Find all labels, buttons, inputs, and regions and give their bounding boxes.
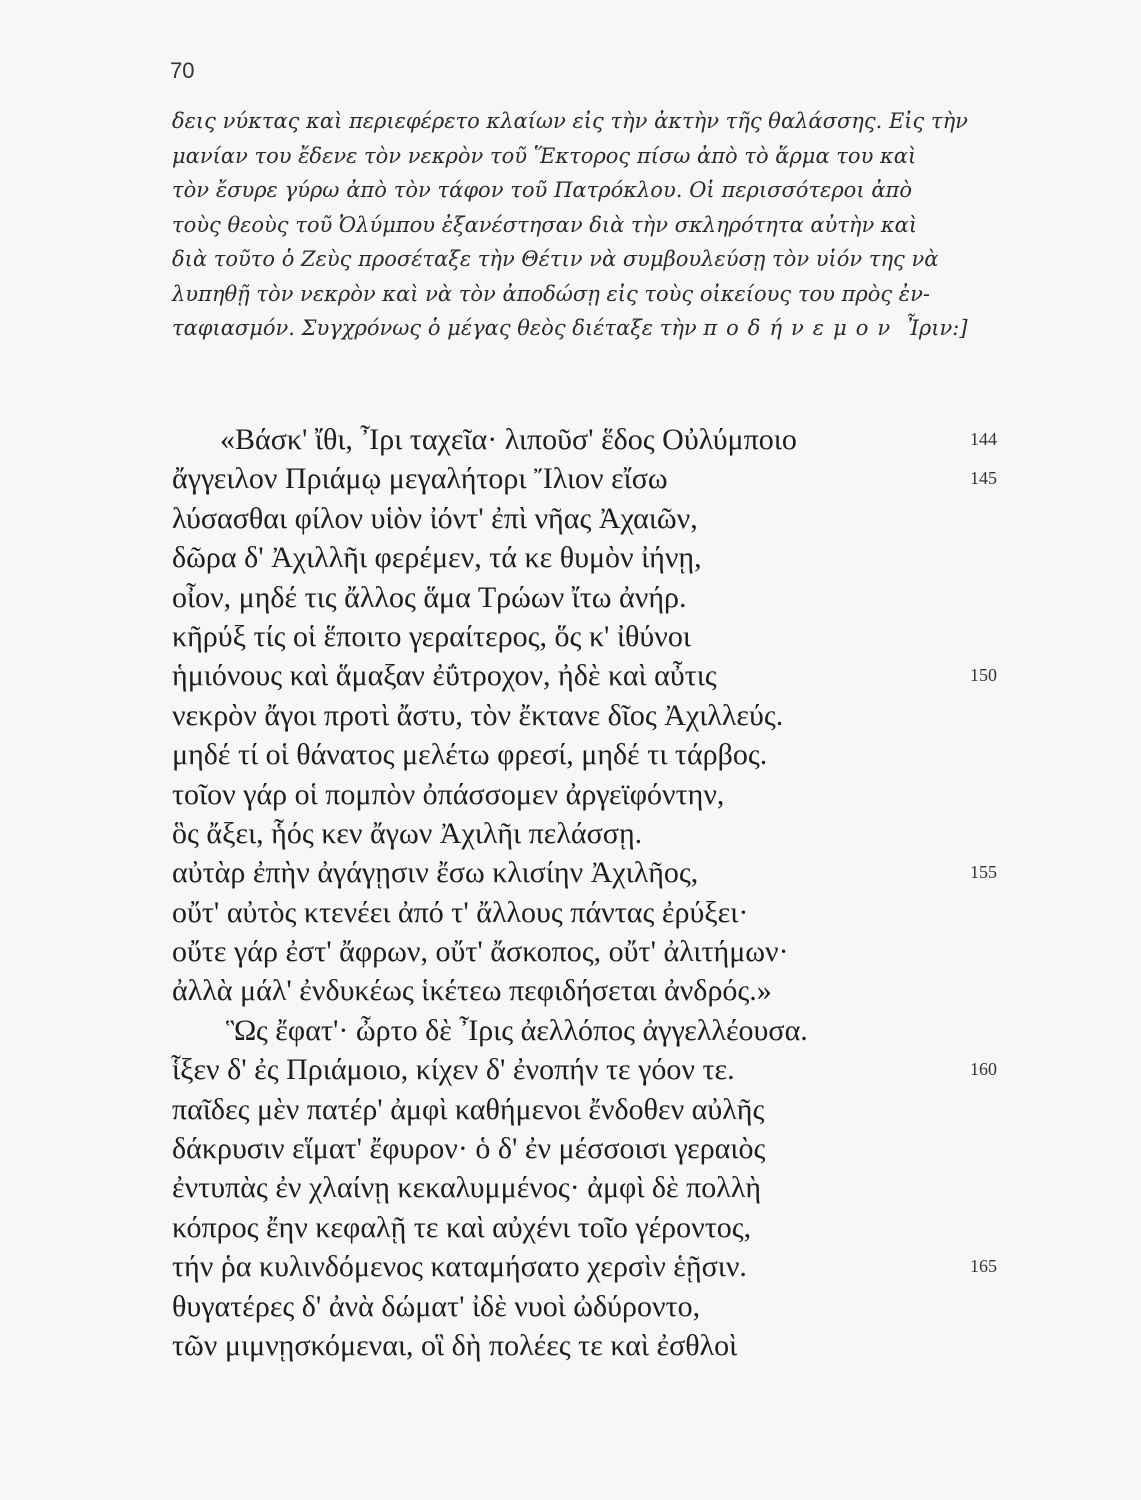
verse-line <box>172 775 1012 814</box>
verse-line <box>172 1168 1012 1207</box>
verse-line <box>172 1326 1012 1365</box>
verse-text: οὔτ' αὐτὸς κτενέει ἀπό τ' ἄλλους πάντας ἐρύξει· <box>172 895 749 929</box>
verse-text: παῖδες μὲν πατέρ' ἀμφὶ καθήμενοι ἔνδοθεν αὐλῆς <box>172 1092 765 1126</box>
verse-line <box>172 1090 1012 1129</box>
verse-line <box>172 893 1012 932</box>
verse-text: αὐτὰρ ἐπὴν ἀγάγῃσιν ἔσω κλισίην Ἀχιλῆος, <box>172 856 699 890</box>
verse-text: δάκρυσιν εἵματ' ἔφυρον· ὁ δ' ἐν μέσσοισι γεραιὸς <box>172 1132 766 1166</box>
verse-text: ἄγγειλον Πριάμῳ μεγαλήτορι Ἴλιον εἴσω <box>172 462 668 496</box>
verse-text: δῶρα δ' Ἀχιλλῆι φερέμεν, τά κε θυμὸν ἰήνῃ, <box>172 541 702 575</box>
verse-text: τήν ῥα κυλινδόμενος καταμήσατο χερσὶν ἑῇσιν. <box>172 1250 747 1284</box>
verse-text: μηδέ τί οἱ θάνατος μελέτω φρεσί, μηδέ τι τάρβος. <box>172 738 768 772</box>
verse-line <box>172 459 1012 498</box>
page-number: 70 <box>170 58 195 83</box>
commentary-line: λυπηθῇ τὸν νεκρὸν καὶ νὰ τὸν ἀποδώσῃ εἰς τοὺς οἰκείους του πρὸς ἐν- <box>172 281 930 306</box>
verse-text: «Βάσκ' ἴθι, Ἶρι ταχεῖα· λιποῦσ' ἕδος Οὐλύμποιο <box>220 423 797 456</box>
verse-line <box>172 538 1012 577</box>
verse-text: οἶον, μηδέ τις ἄλλος ἅμα Τρώων ἴτω ἀνήρ. <box>172 580 687 614</box>
verse-text: τῶν μιμνῃσκόμεναι, οἳ δὴ πολέες τε καὶ ἐσθλοὶ <box>172 1328 738 1362</box>
verse-block <box>172 420 1012 1365</box>
verse-line <box>172 735 1012 774</box>
verse-line <box>172 420 1012 459</box>
line-number: 145 <box>970 468 997 489</box>
commentary-line: τὸν ἔσυρε γύρω ἀπὸ τὸν τάφον τοῦ Πατρόκλου. Οἱ περισσότεροι ἀπὸ <box>172 178 912 202</box>
verse-line <box>172 1050 1012 1089</box>
commentary-text: ταφιασμόν. Συγχρόνως ὁ μέγας θεὸς διέταξε τὴν <box>172 316 704 340</box>
verse-line <box>172 578 1012 617</box>
verse-line <box>172 971 1012 1010</box>
line-number: 150 <box>970 665 997 686</box>
verse-text: τοῖον γάρ οἱ πομπὸν ὀπάσσομεν ἀργεϊφόντην, <box>172 777 725 811</box>
verse-line <box>172 814 1012 853</box>
verse-text: νεκρὸν ἄγοι προτὶ ἄστυ, τὸν ἔκτανε δῖος Ἀχιλλεύς. <box>172 698 784 732</box>
commentary-line: δεις νύκτας καὶ περιεφέρετο κλαίων εἰς τὴν ἀκτὴν τῆς θαλάσσης. Εἰς τὴν <box>172 109 968 133</box>
verse-line <box>172 499 1012 538</box>
commentary-text: Ἶριν:] <box>899 316 968 340</box>
verse-line <box>172 932 1012 971</box>
verse-text: κῆρύξ τίς οἱ ἕποιτο γεραίτερος, ὅς κ' ἰθύνοι <box>172 619 691 653</box>
verse-text: ἀλλὰ μάλ' ἐνδυκέως ἱκέτεω πεφιδήσεται ἀνδρός.» <box>172 974 772 1008</box>
verse-line <box>172 617 1012 656</box>
verse-line <box>172 696 1012 735</box>
commentary-line-last <box>172 311 968 346</box>
line-number: 160 <box>970 1059 997 1080</box>
verse-line <box>172 1208 1012 1247</box>
verse-text: ἡμιόνους καὶ ἅμαξαν ἐΰτροχον, ἠδὲ καὶ αὖτις <box>172 659 717 693</box>
commentary-line: διὰ τοῦτο ὁ Ζεὺς προσέταξε τὴν Θέτιν νὰ συμβουλεύσῃ τὸν υἱόν της νὰ <box>172 247 939 271</box>
line-number: 144 <box>970 429 997 449</box>
commentary-line: τοὺς θεοὺς τοῦ Ὀλύμπου ἐξανέστησαν διὰ τὴν σκληρότητα αὐτὴν καὶ <box>172 212 918 237</box>
verse-text: οὔτε γάρ ἐστ' ἄφρων, οὔτ' ἄσκοπος, οὔτ' ἀλιτήμων· <box>172 935 789 969</box>
verse-line <box>172 656 1012 695</box>
verse-text: κόπρος ἔην κεφαλῇ τε καὶ αὐχένι τοῖο γέροντος, <box>172 1210 752 1244</box>
verse-text: ἷξεν δ' ἐς Πριάμοιο, κίχεν δ' ἐνοπήν τε γόον τε. <box>172 1053 735 1087</box>
verse-text: θυγατέρες δ' ἀνὰ δώματ' ἰδὲ νυοὶ ὠδύροντο, <box>172 1289 701 1323</box>
spaced-word: ποδήνεμον <box>703 316 900 340</box>
verse-text: ὃς ἄξει, ἧός κεν ἄγων Ἀχιλῆι πελάσσῃ. <box>172 816 643 850</box>
line-number: 155 <box>970 862 997 883</box>
verse-line <box>172 1247 1012 1286</box>
verse-text: Ὣς ἔφατ'· ὦρτο δὲ Ἶρις ἀελλόπος ἀγγελλέουσα. <box>226 1013 808 1047</box>
verse-line <box>172 1011 1012 1050</box>
commentary-line: μανίαν του ἔδενε τὸν νεκρὸν τοῦ Ἕκτορος πίσω ἀπὸ τὸ ἅρμα του καὶ <box>172 143 917 168</box>
verse-line <box>172 853 1012 892</box>
commentary-paragraph <box>172 104 968 346</box>
verse-line <box>172 1287 1012 1326</box>
line-number: 165 <box>970 1256 997 1277</box>
verse-text: λύσασθαι φίλον υἱὸν ἰόντ' ἐπὶ νῆας Ἀχαιῶν, <box>172 501 698 535</box>
verse-line <box>172 1129 1012 1168</box>
verse-text: ἐντυπὰς ἐν χλαίνῃ κεκαλυμμένος· ἀμφὶ δὲ πολλὴ <box>172 1171 762 1205</box>
